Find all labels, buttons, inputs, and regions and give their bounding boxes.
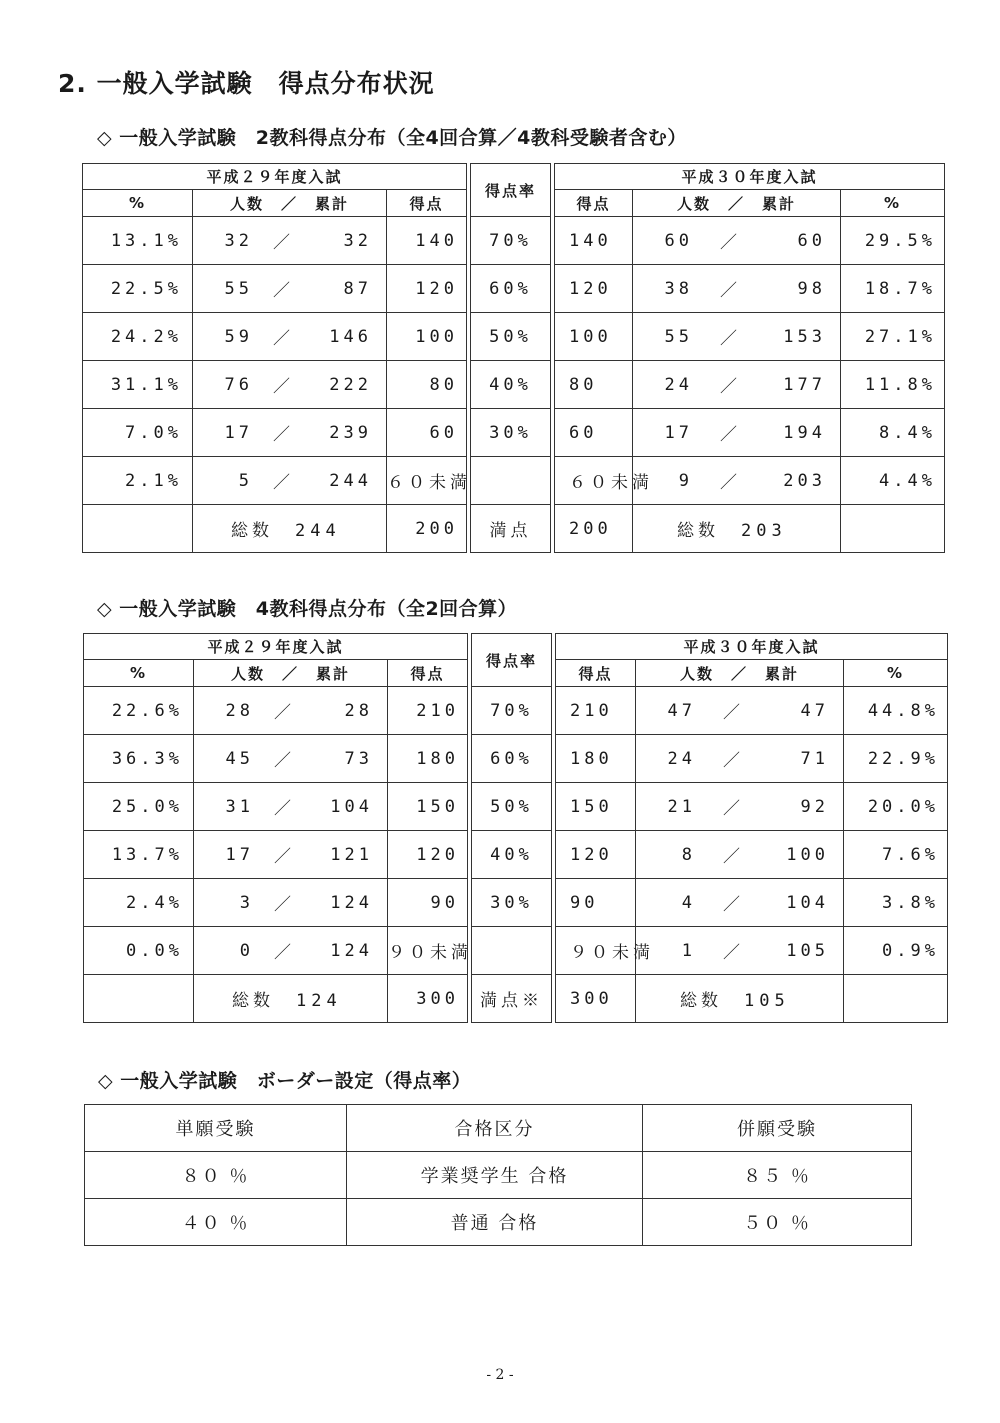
points-h29: 180 [388,735,468,783]
cumulative-h29: 124 [330,892,373,913]
combined-rate: ８５ ％ [643,1152,912,1199]
h29-header: 平成２９年度入試 [84,634,468,660]
total-count-h29: 124 [296,991,342,1011]
pct-header: % [841,190,945,217]
border-setting-table [84,1104,912,1246]
cumulative-h29: 87 [343,278,372,299]
count-h29: 31 [225,796,254,817]
count-h29: 32 [224,230,253,251]
percent-h29: 13.7% [84,831,194,879]
points-h30: 100 [555,313,633,361]
points-header: 得点 [555,190,633,217]
cumulative-h29: 239 [329,422,372,443]
count-h29: 3 [239,892,254,913]
table-row [83,361,945,409]
count-cumulative-h29 [194,687,388,735]
four-subject-distribution-table [83,633,948,1023]
cumulative-h29: 124 [330,940,373,961]
points-h29: ６０未満 [387,457,467,505]
slash: ／ [723,847,740,867]
percent-h29: 7.0% [83,409,193,457]
table-row [85,1199,912,1246]
section3-subtitle: ◇ 一般入学試験 ボーダー設定（得点率） [98,1070,472,1092]
table-row [84,735,948,783]
cumulative-h29: 121 [330,844,373,865]
percent-h29: 13.1% [83,217,193,265]
total-count-h29: 244 [295,521,341,541]
table-row [83,457,945,505]
count-header: 人数 ／ 累計 [193,190,387,217]
count-h29: 28 [225,700,254,721]
slash: ／ [274,943,291,963]
cumulative-h30: 203 [783,470,826,491]
percent-h30: 8.4% [841,409,945,457]
percent-h30: 4.4% [841,457,945,505]
count-h30: 60 [664,230,693,251]
count-cumulative-h30 [636,783,844,831]
slash: ／ [274,703,291,723]
count-cumulative-h30 [636,831,844,879]
page-title: 2. 一般入学試験 得点分布状況 [58,69,435,98]
cumulative-h30: 177 [783,374,826,395]
count-header: 人数 ／ 累計 [636,660,844,687]
score-rate: 30% [471,409,551,457]
cumulative-h30: 47 [800,700,829,721]
slash: ／ [274,751,291,771]
count-cumulative-h29 [193,457,387,505]
count-h29: 45 [225,748,254,769]
slash: ／ [274,895,291,915]
count-cumulative-h30 [636,687,844,735]
percent-h30: 7.6% [844,831,948,879]
percent-h29: 2.1% [83,457,193,505]
total-row [84,975,948,1023]
table-row [83,265,945,313]
pct-header: % [83,190,193,217]
count-h30: 55 [664,326,693,347]
points-h29: 90 [388,879,468,927]
slash: ／ [273,233,290,253]
total-row [83,505,945,553]
slash: ／ [720,425,737,445]
h29-header: 平成２９年度入試 [83,164,467,190]
h30-header: 平成３０年度入試 [555,164,945,190]
percent-h29: 36.3% [84,735,194,783]
count-cumulative-h29 [194,735,388,783]
count-cumulative-h29 [193,409,387,457]
header-combined-application: 併願受験 [643,1105,912,1152]
points-header: 得点 [387,190,467,217]
slash: ／ [273,473,290,493]
single-rate: ８０ ％ [85,1152,347,1199]
total-label: 総数 [231,521,273,541]
page-number: - 2 - [486,1367,514,1383]
percent-h29: 0.0% [84,927,194,975]
count-cumulative-h30 [633,265,841,313]
count-h30: 24 [664,374,693,395]
percent-h30: 27.1% [841,313,945,361]
table-row [84,879,948,927]
count-h29: 17 [225,844,254,865]
cumulative-h30: 194 [783,422,826,443]
count-cumulative-h30 [636,927,844,975]
slash: ／ [720,281,737,301]
points-h29: 120 [387,265,467,313]
full-score-label: 満点 [471,505,551,553]
single-rate: ４０ ％ [85,1199,347,1246]
points-h30: 120 [556,831,636,879]
count-cumulative-h30 [633,313,841,361]
cumulative-h30: 104 [786,892,829,913]
count-h29: 76 [224,374,253,395]
count-cumulative-h29 [194,831,388,879]
points-h29: 140 [387,217,467,265]
slash: ／ [723,703,740,723]
points-h29: 80 [387,361,467,409]
slash: ／ [723,799,740,819]
count-h30: 21 [667,796,696,817]
count-h30: 1 [681,940,696,961]
header-single-application: 単願受験 [85,1105,347,1152]
cumulative-h30: 98 [797,278,826,299]
count-cumulative-h29 [194,879,388,927]
slash: ／ [720,473,737,493]
points-header: 得点 [556,660,636,687]
score-rate: 60% [471,265,551,313]
slash: ／ [720,377,737,397]
pct-header: % [84,660,194,687]
slash: ／ [273,329,290,349]
points-h29: 210 [388,687,468,735]
count-h29: 5 [238,470,253,491]
score-rate: 70% [472,687,552,735]
points-h29: 60 [387,409,467,457]
table-row [83,217,945,265]
slash: ／ [720,233,737,253]
count-cumulative-h29 [193,217,387,265]
points-h29: ９０未満 [388,927,468,975]
cumulative-h29: 73 [344,748,373,769]
cumulative-h29: 28 [344,700,373,721]
points-h30: 210 [556,687,636,735]
count-cumulative-h30 [633,361,841,409]
rate-header: 得点率 [471,164,551,217]
score-rate: 50% [471,313,551,361]
score-rate [471,457,551,505]
slash: ／ [720,329,737,349]
count-h29: 55 [224,278,253,299]
total-label: 総数 [232,991,274,1011]
count-h30: 9 [678,470,693,491]
max-points-h30: 200 [555,505,633,553]
score-rate: 40% [471,361,551,409]
slash: ／ [273,281,290,301]
score-rate: 40% [472,831,552,879]
count-h30: 47 [667,700,696,721]
percent-h29: 24.2% [83,313,193,361]
count-h30: 24 [667,748,696,769]
percent-h30: 44.8% [844,687,948,735]
count-header: 人数 ／ 累計 [194,660,388,687]
slash: ／ [274,799,291,819]
count-h30: 17 [664,422,693,443]
count-cumulative-h30 [633,217,841,265]
table-row [84,831,948,879]
cumulative-h29: 32 [343,230,372,251]
percent-h29: 22.5% [83,265,193,313]
table-row [84,687,948,735]
cumulative-h30: 71 [800,748,829,769]
table-row [84,927,948,975]
points-h30: 140 [555,217,633,265]
count-cumulative-h30 [633,409,841,457]
points-h30: 80 [555,361,633,409]
points-h30: 90 [556,879,636,927]
score-rate: 70% [471,217,551,265]
combined-rate: ５０ ％ [643,1199,912,1246]
count-h29: 0 [239,940,254,961]
count-h29: 17 [224,422,253,443]
cumulative-h30: 100 [786,844,829,865]
cumulative-h29: 146 [329,326,372,347]
h30-header: 平成３０年度入試 [556,634,948,660]
cumulative-h30: 60 [797,230,826,251]
cumulative-h30: 105 [786,940,829,961]
cumulative-h29: 104 [330,796,373,817]
slash: ／ [273,377,290,397]
percent-h30: 18.7% [841,265,945,313]
count-cumulative-h29 [194,783,388,831]
slash: ／ [723,751,740,771]
pass-category: 学業奨学生 合格 [347,1152,643,1199]
percent-h29: 31.1% [83,361,193,409]
table-row [85,1152,912,1199]
section2-subtitle: ◇ 一般入学試験 4教科得点分布（全2回合算） [97,598,518,620]
count-header: 人数 ／ 累計 [633,190,841,217]
points-h30: ９０未満 [556,927,636,975]
count-cumulative-h29 [194,927,388,975]
cumulative-h30: 153 [783,326,826,347]
score-rate [472,927,552,975]
two-subject-distribution-table [82,163,945,553]
count-cumulative-h29 [193,361,387,409]
total-label: 総数 [680,991,722,1011]
score-rate: 30% [472,879,552,927]
points-h30: 180 [556,735,636,783]
count-cumulative-h30 [636,735,844,783]
points-h29: 120 [388,831,468,879]
count-h30: 38 [664,278,693,299]
percent-h29: 2.4% [84,879,194,927]
full-score-label: 満点※ [472,975,552,1023]
count-cumulative-h29 [193,313,387,361]
points-h30: 150 [556,783,636,831]
percent-h29: 25.0% [84,783,194,831]
percent-h30: 29.5% [841,217,945,265]
percent-h30: 3.8% [844,879,948,927]
table-row [83,409,945,457]
total-label: 総数 [677,521,719,541]
count-cumulative-h30 [633,457,841,505]
header-pass-category: 合格区分 [347,1105,643,1152]
pass-category: 普通 合格 [347,1199,643,1246]
slash: ／ [273,425,290,445]
slash: ／ [723,895,740,915]
percent-h30: 0.9% [844,927,948,975]
count-h30: 8 [681,844,696,865]
slash: ／ [274,847,291,867]
count-h29: 59 [224,326,253,347]
table-row [83,313,945,361]
cumulative-h29: 244 [329,470,372,491]
count-cumulative-h30 [636,879,844,927]
score-rate: 50% [472,783,552,831]
table-row [84,783,948,831]
cumulative-h29: 222 [329,374,372,395]
pct-header: % [844,660,948,687]
max-points-h30: 300 [556,975,636,1023]
percent-h30: 20.0% [844,783,948,831]
max-points-h29: 300 [388,975,468,1023]
total-count-h30: 203 [741,521,787,541]
total-count-h30: 105 [744,991,790,1011]
cumulative-h30: 92 [800,796,829,817]
section1-subtitle: ◇ 一般入学試験 2教科得点分布（全4回合算／4教科受験者含む） [97,127,687,149]
score-rate: 60% [472,735,552,783]
points-h30: 120 [555,265,633,313]
points-h29: 150 [388,783,468,831]
points-h30: ６０未満 [555,457,633,505]
percent-h30: 22.9% [844,735,948,783]
points-header: 得点 [388,660,468,687]
rate-header: 得点率 [472,634,552,687]
percent-h29: 22.6% [84,687,194,735]
points-h29: 100 [387,313,467,361]
points-h30: 60 [555,409,633,457]
count-cumulative-h29 [193,265,387,313]
percent-h30: 11.8% [841,361,945,409]
slash: ／ [723,943,740,963]
max-points-h29: 200 [387,505,467,553]
count-h30: 4 [681,892,696,913]
